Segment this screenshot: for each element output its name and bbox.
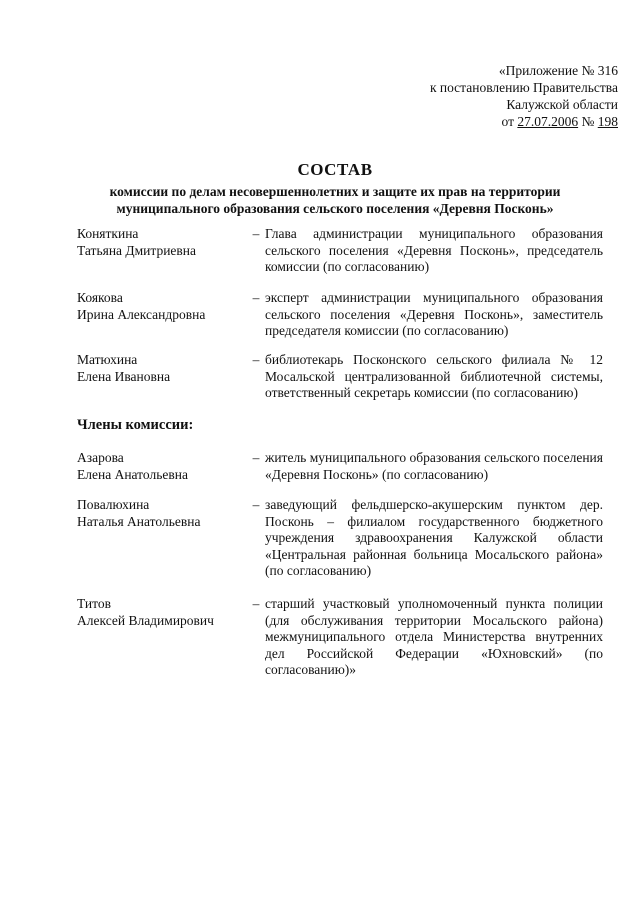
- dash: –: [252, 450, 260, 465]
- decree-number: 198: [597, 114, 618, 129]
- surname: Азарова: [77, 450, 124, 465]
- surname: Повалюхина: [77, 497, 150, 512]
- given-name: Татьяна Дмитриевна: [77, 242, 197, 258]
- given-name: Наталья Анатольевна: [77, 513, 201, 529]
- number-sign: №: [578, 114, 598, 129]
- person-name: [77, 596, 247, 629]
- given-name: Елена Ивановна: [77, 368, 171, 384]
- dash: –: [252, 352, 260, 367]
- appendix-region: Калужской области: [506, 97, 618, 112]
- person-name: [77, 497, 247, 530]
- surname: Коякова: [77, 290, 123, 305]
- person-name: [77, 450, 247, 483]
- surname: Матюхина: [77, 352, 138, 367]
- members-heading: Члены комиссии:: [77, 417, 194, 433]
- dash: –: [252, 290, 260, 305]
- surname: Титов: [77, 596, 111, 611]
- position-description: Глава администрации муниципального образования сельского поселения «Деревня Посконь», председатель комиссии (по согласованию): [265, 226, 603, 274]
- appendix-number: «Приложение № 316: [498, 63, 618, 78]
- position-description: житель муниципального образования сельского поселения «Деревня Посконь» (по согласованию): [265, 450, 603, 482]
- given-name: Ирина Александровна: [77, 306, 206, 322]
- document-subtitle: комиссии по делам несовершеннолетних и защите их прав на территории муниципального образования сельского поселения «Деревня Посконь»: [109, 184, 561, 216]
- dash: –: [252, 226, 260, 241]
- dash: –: [252, 596, 260, 611]
- appendix-date-line: [430, 113, 618, 130]
- person-name: [77, 290, 247, 323]
- given-name: Елена Анатольевна: [77, 466, 188, 482]
- position-description: библиотекарь Посконского сельского филиала № 12 Мосальской централизованной библиотечной системы, ответственный секретарь комиссии (по согласованию): [265, 352, 603, 400]
- given-name: Алексей Владимирович: [77, 612, 214, 628]
- position-description: старший участковый уполномоченный пункта полиции (для обслуживания территории Мосальского района) межмуниципального отдела Министерства внутренних дел Российской Федерации «Юхновский» (по согласованию)»: [265, 596, 603, 677]
- decree-date: 27.07.2006: [517, 114, 579, 129]
- position-description: заведующий фельдшерско-акушерским пунктом дер. Посконь – филиалом государственного бюджетного учреждения здравоохранения Калужской области «Центральная районная больница Мосальского района» (по согласованию): [265, 497, 603, 578]
- document-title: СОСТАВ: [297, 160, 373, 179]
- title-block: [60, 160, 610, 217]
- appendix-reference: к постановлению Правительства: [429, 80, 618, 95]
- appendix-header: [430, 62, 618, 130]
- person-name: [77, 352, 247, 385]
- surname: Коняткина: [77, 226, 139, 241]
- position-description: эксперт администрации муниципального образования сельского поселения «Деревня Посконь», заместитель председателя комиссии (по согласованию): [265, 290, 603, 338]
- person-name: [77, 226, 247, 259]
- dash: –: [252, 497, 260, 512]
- date-prefix: от: [501, 114, 518, 129]
